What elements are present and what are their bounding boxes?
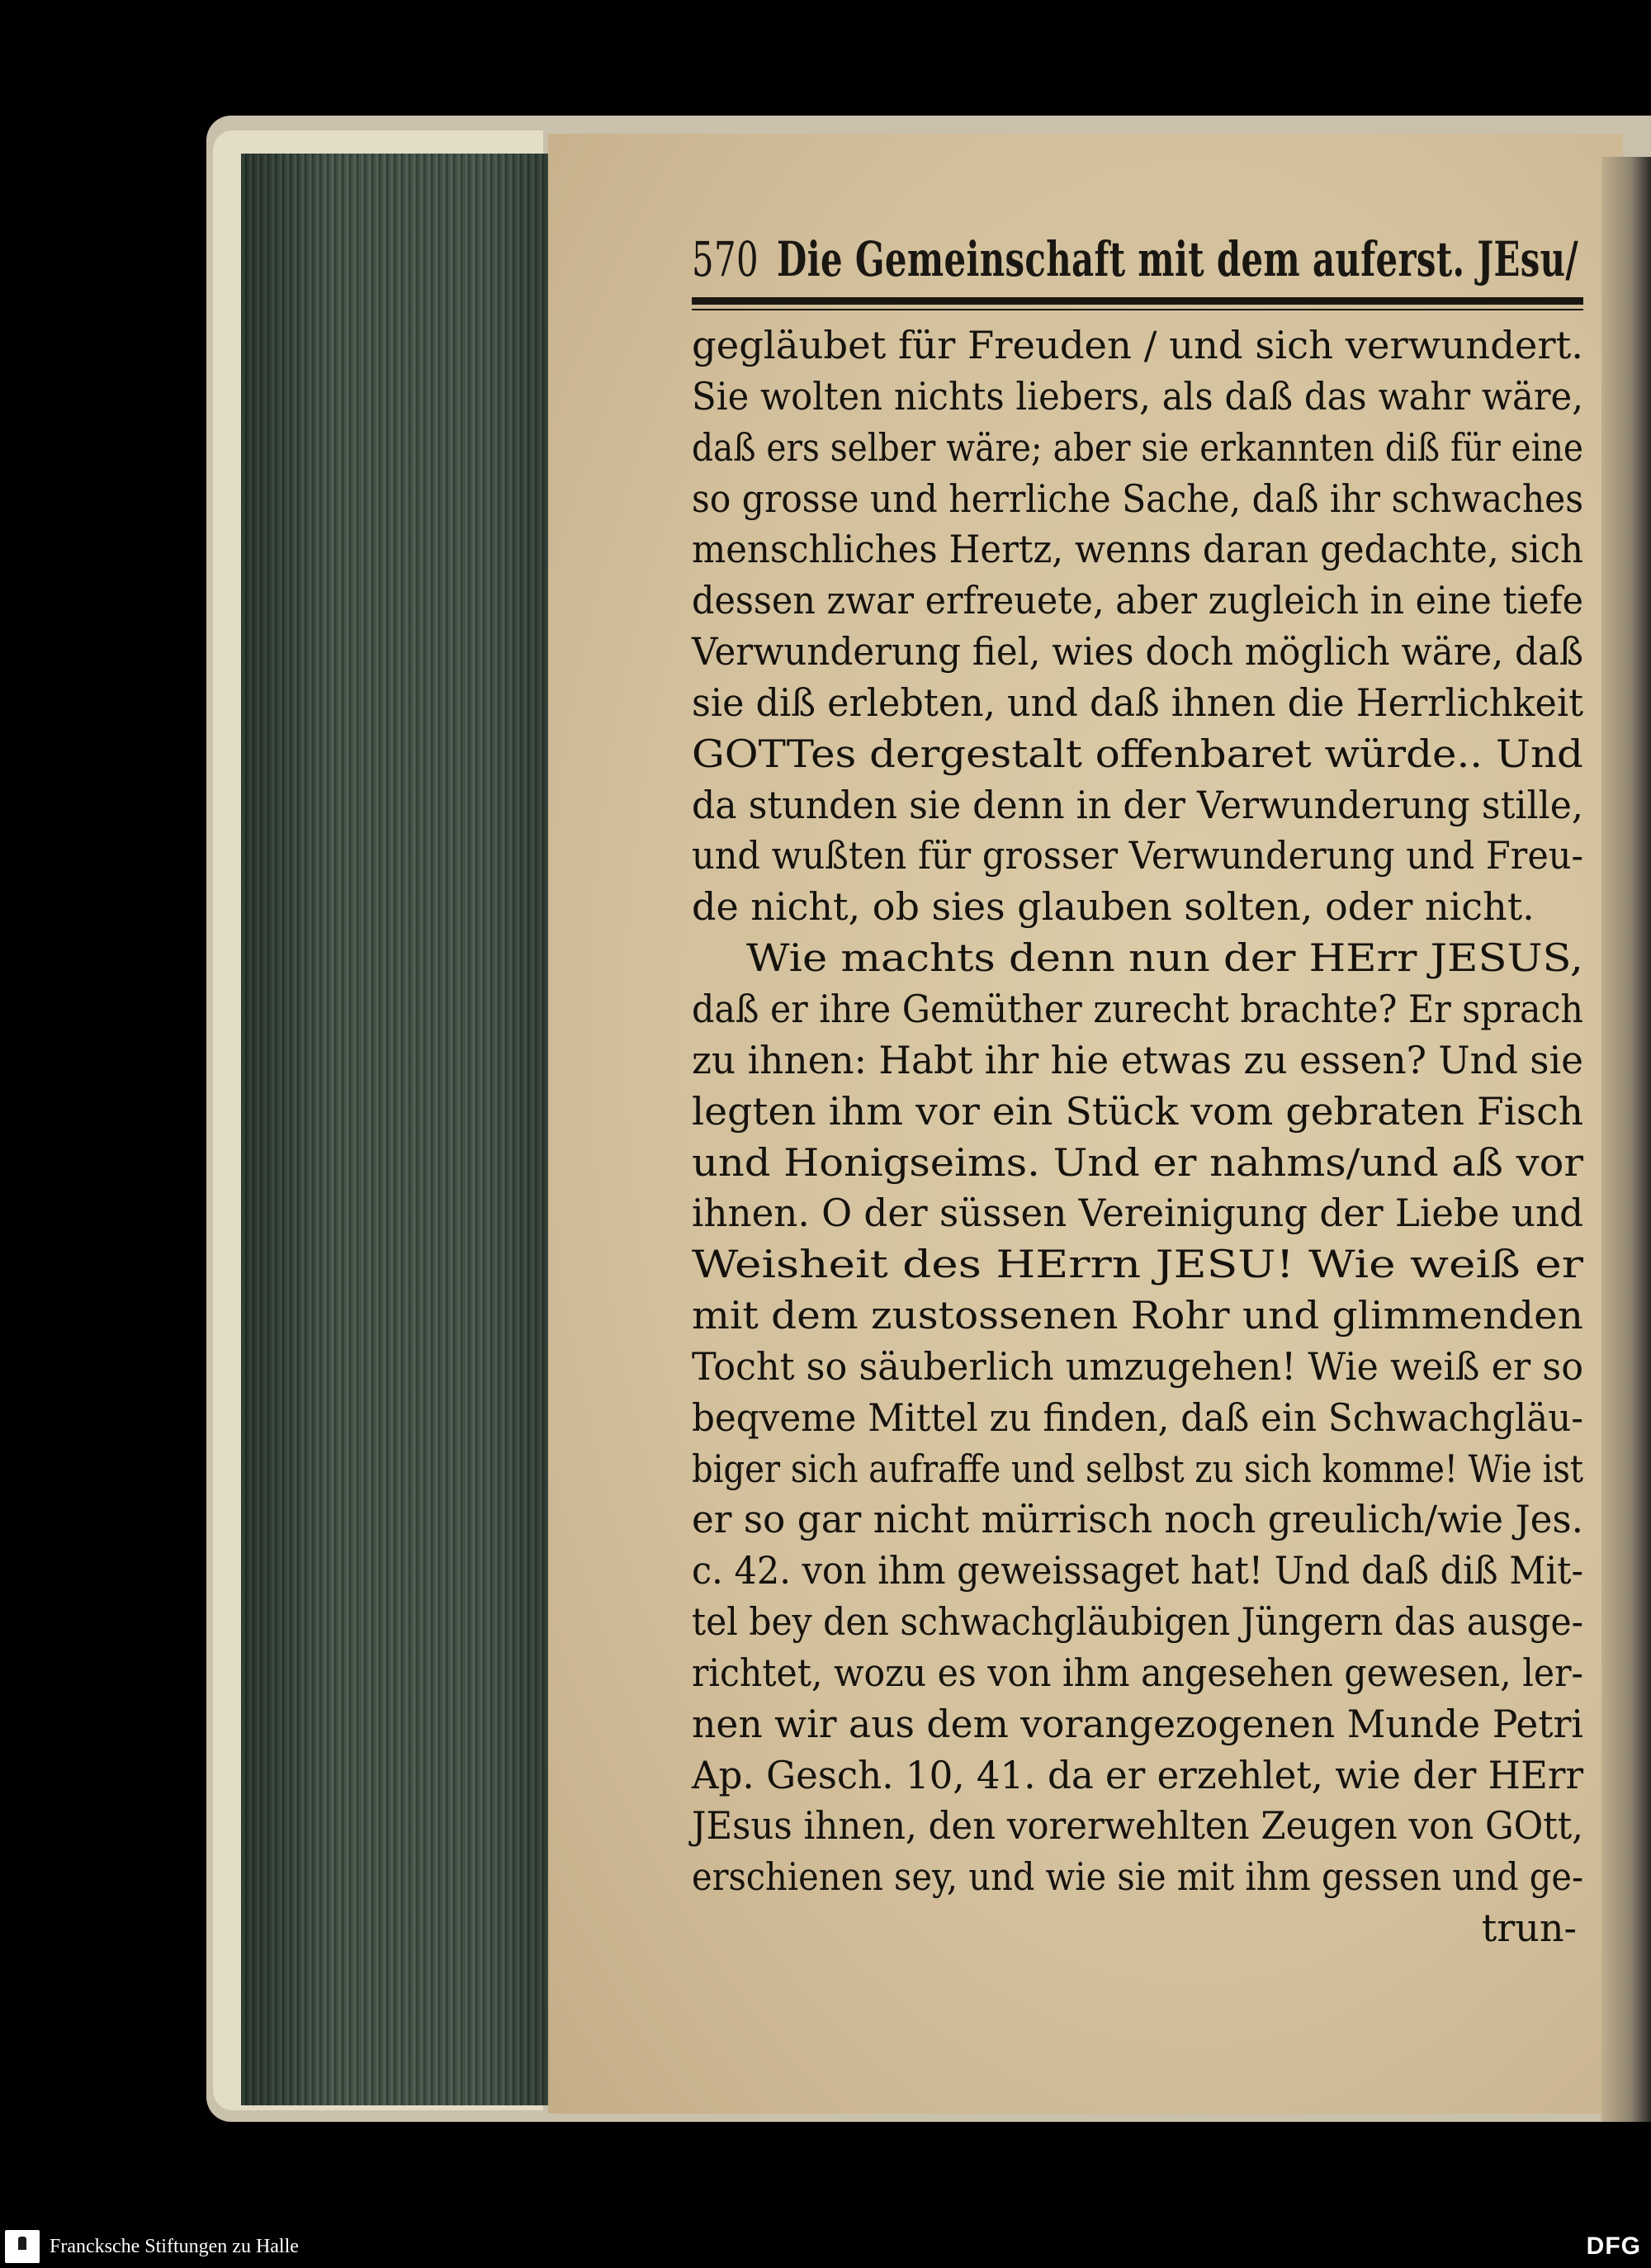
text-line: richtet, wozu es von ihm angesehen gewesen, ler-: [692, 1650, 1583, 1695]
text-line: beqveme Mittel zu finden, daß ein Schwachgläu-: [692, 1394, 1583, 1440]
page-number: 570: [692, 231, 759, 287]
text-line: erschienen sey, und wie sie mit ihm gessen und ge-: [692, 1854, 1584, 1900]
text-line: Ap. Gesch. 10, 41. da er erzehlet, wie der HErr: [692, 1752, 1584, 1797]
text-line: er so gar nicht mürrisch noch greulich/wie Jes.: [692, 1497, 1584, 1542]
dfg-logo[interactable]: DFG: [1586, 2232, 1641, 2260]
institution-name[interactable]: Francksche Stiftungen zu Halle: [50, 2236, 299, 2257]
text-line: Verwunderung fiel, wies doch möglich wäre, daß: [692, 629, 1583, 675]
text-line: dessen zwar erfreuete, aber zugleich in eine tiefe: [692, 578, 1584, 623]
institution-logo-icon[interactable]: [5, 2230, 40, 2263]
text-line: GOTTes dergestalt offenbaret würde.. Und: [692, 731, 1583, 776]
body-text: [692, 320, 1592, 1954]
page-fore-edge-shade: [241, 154, 548, 2105]
text-line: menschliches Hertz, wenns daran gedachte, sich: [692, 527, 1583, 572]
running-title: Die Gemeinschaft mit dem auferst. JEsu/: [777, 231, 1579, 287]
text-line: c. 42. von ihm geweissaget hat! Und daß diß Mit-: [692, 1548, 1584, 1593]
text-line: sie diß erlebten, und daß ihnen die Herrlichkeit: [692, 679, 1583, 725]
running-header: [692, 226, 1583, 292]
text-line: de nicht, ob sies glauben solten, oder nicht.: [692, 884, 1535, 930]
text-line: nen wir aus dem vorangezogenen Munde Petri: [692, 1701, 1583, 1746]
text-line: biger sich aufraffe und selbst zu sich komme! Wie ist: [692, 1446, 1584, 1491]
text-line: daß ers selber wäre; aber sie erkannten diß für eine: [692, 424, 1584, 470]
text-line: da stunden sie denn in der Verwunderung stille,: [692, 782, 1583, 827]
text-line: und wußten für grosser Verwunderung und Freu-: [692, 833, 1584, 878]
text-line: ihnen. O der süssen Vereinigung der Liebe und: [692, 1191, 1584, 1236]
text-line: tel bey den schwachgläubigen Jüngern das ausge-: [692, 1599, 1583, 1645]
page-gutter: [1601, 157, 1651, 2122]
text-line: so grosse und herrliche Sache, daß ihr schwaches: [692, 476, 1584, 521]
text-line: mit dem zustossenen Rohr und glimmenden: [692, 1293, 1583, 1338]
text-line: zu ihnen: Habt ihr hie etwas zu essen? Und sie: [692, 1037, 1583, 1082]
header-rule-thin: [692, 309, 1583, 310]
catchword: trun-: [1481, 1906, 1577, 1951]
text-line: Tocht so säuberlich umzugehen! Wie weiß er so: [692, 1343, 1583, 1389]
paragraph-start-line: Wie machts denn nun der HErr JESUS,: [746, 935, 1583, 981]
text-line: Sie wolten nichts liebers, als daß das wahr wäre,: [692, 373, 1583, 419]
text-line: daß er ihre Gemüther zurecht brachte? Er sprach: [692, 986, 1583, 1031]
text-line: Weisheit des HErrn JESU! Wie weiß er: [692, 1242, 1583, 1287]
text-line: gegläubet für Freuden / und sich verwundert.: [692, 323, 1584, 367]
text-line: und Honigseims. Und er nahms/und aß vor: [692, 1139, 1584, 1185]
text-line: legten ihm vor ein Stück vom gebraten Fisch: [692, 1088, 1584, 1134]
text-line: JEsus ihnen, den vorerwehlten Zeugen von GOtt,: [692, 1803, 1583, 1849]
header-rule: [692, 297, 1583, 305]
